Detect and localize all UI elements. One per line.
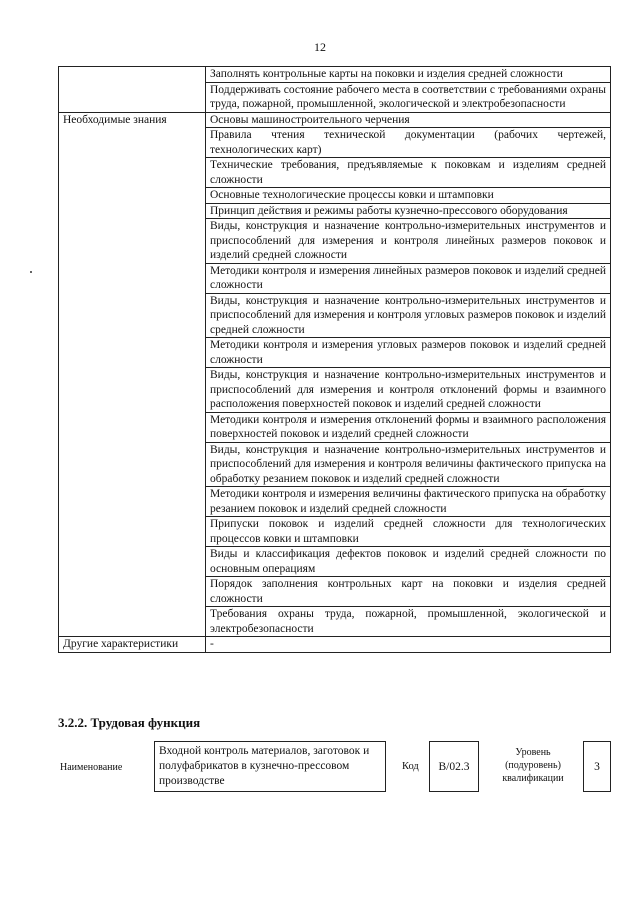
row-description: Виды, конструкция и назначение контрольно-измерительных инструментов и приспособлений для измерения и контроля угловых размеров поковок и изделий средней сложности	[206, 293, 611, 338]
row-description: Виды, конструкция и назначение контрольно-измерительных инструментов и приспособлений для измерения и контроля величины фактического припуска на обработку резанием поковок и изделий средней сложности	[206, 442, 611, 487]
row-description: Виды и классификация дефектов поковок и изделий средней сложности по основным операциям	[206, 547, 611, 577]
scan-speck	[30, 271, 32, 273]
row-description: -	[206, 637, 611, 653]
section-title: 3.2.2. Трудовая функция	[58, 715, 201, 730]
row-description: Виды, конструкция и назначение контрольно-измерительных инструментов и приспособлений для измерения и контроля отклонений формы и взаимного расположения поверхностей поковок и изделий средней сложности	[206, 368, 611, 413]
row-description: Методики контроля и измерения линейных размеров поковок и изделий средней сложности	[206, 263, 611, 293]
row-category-label: Другие характеристики	[59, 637, 206, 653]
row-description: Технические требования, предъявляемые к поковкам и изделиям средней сложности	[206, 158, 611, 188]
table-row	[59, 67, 611, 83]
page-number: 12	[314, 40, 326, 54]
row-description: Методики контроля и измерения отклонений формы и взаимного расположения поверхностей поковок и изделий средней сложности	[206, 412, 611, 442]
row-description: Правила чтения технической документации (рабочих чертежей, технологических карт)	[206, 128, 611, 158]
row-description: Методики контроля и измерения угловых размеров поковок и изделий средней сложности	[206, 338, 611, 368]
table-row	[59, 112, 611, 128]
row-description: Поддерживать состояние рабочего места в соответствии с требованиями охраны труда, пожарной, промышленной, экологической и электробезопасности	[206, 82, 611, 112]
row-category-label	[59, 67, 206, 113]
row-description: Припуски поковок и изделий средней сложности для технологических процессов ковки и штамповки	[206, 517, 611, 547]
row-description: Принцип действия и режимы работы кузнечно-прессового оборудования	[206, 203, 611, 219]
table-row	[59, 637, 611, 653]
qualification-level-label: Уровень (подуровень) квалификации	[502, 747, 564, 784]
row-description: Порядок заполнения контрольных карт на поковки и изделия средней сложности	[206, 577, 611, 607]
row-description: Заполнять контрольные карты на поковки и изделия средней сложности	[206, 67, 611, 83]
row-category-label: Необходимые знания	[59, 112, 206, 637]
function-name-label: Наименование	[60, 762, 123, 773]
function-code-value: B/02.3	[429, 741, 479, 792]
requirements-table	[58, 66, 611, 653]
row-description: Методики контроля и измерения величины фактического припуска на обработку резанием поковок и изделий средней сложности	[206, 487, 611, 517]
function-name-value: Входной контроль материалов, заготовок и полуфабрикатов в кузнечно-прессовом производстве	[154, 741, 386, 792]
row-description: Основы машиностроительного черчения	[206, 112, 611, 128]
row-description: Основные технологические процессы ковки и штамповки	[206, 188, 611, 204]
function-code-label: Код	[402, 761, 419, 772]
row-description: Виды, конструкция и назначение контрольно-измерительных инструментов и приспособлений для измерения и контроля линейных размеров поковок и изделий средней сложности	[206, 219, 611, 264]
qualification-level-value: 3	[583, 741, 611, 792]
row-description: Требования охраны труда, пожарной, промышленной, экологической и электробезопасности	[206, 607, 611, 637]
